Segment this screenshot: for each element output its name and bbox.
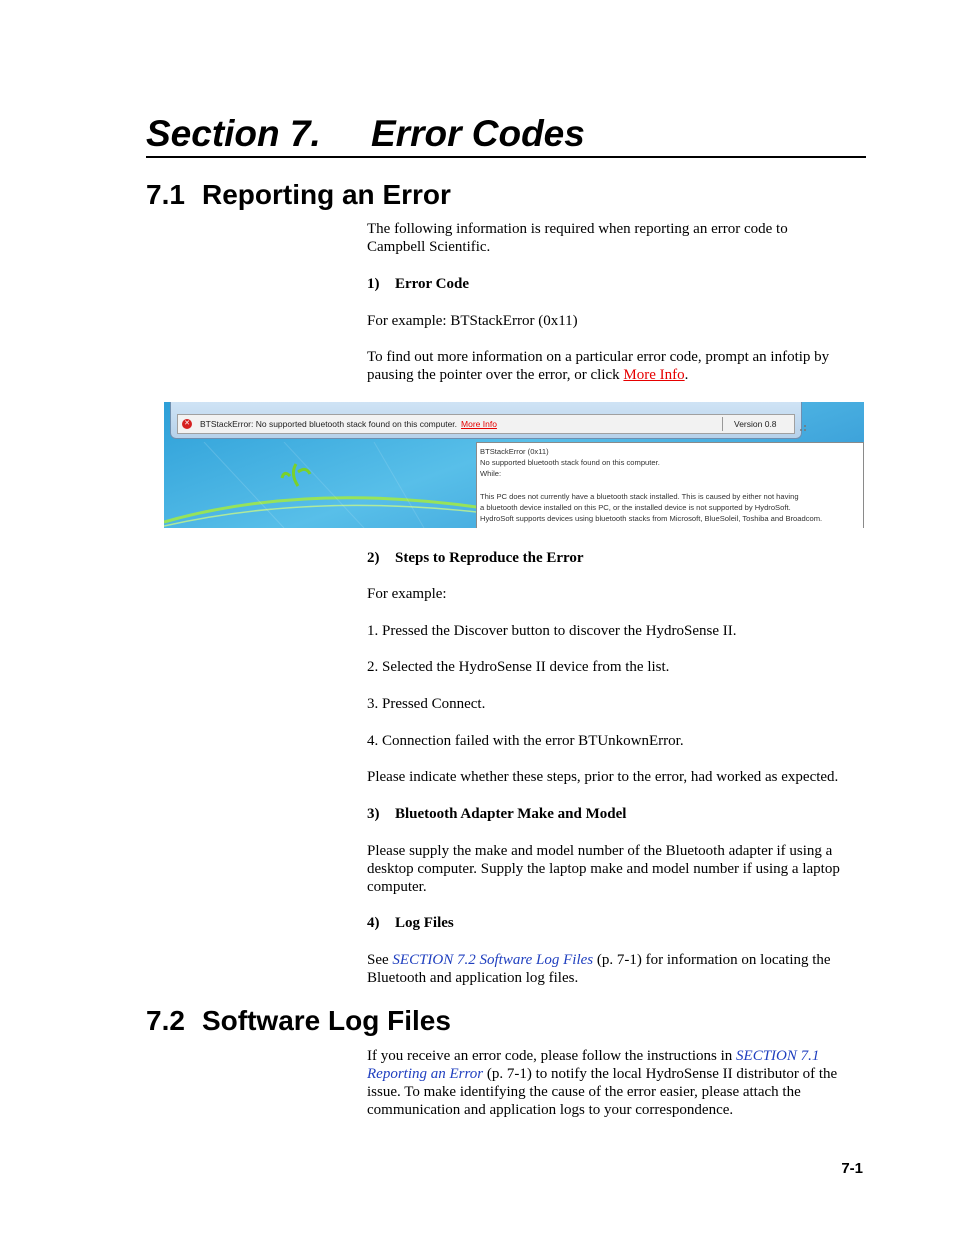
infotip-popup (476, 442, 864, 528)
step-item: 4. Connection failed with the error BTUnkownError. (367, 733, 684, 749)
section-7-2-link[interactable]: SECTION 7.2 Software Log Files (392, 952, 594, 968)
item-heading-2 (367, 549, 584, 567)
item-number: 3) (367, 806, 380, 822)
infotip-line: To find out more information on a particular error code, prompt an infotip by (367, 349, 830, 365)
status-separator (722, 417, 723, 431)
more-info-link[interactable]: More Info (623, 367, 685, 383)
indicate-paragraph: Please indicate whether these steps, prior to the error, had worked as expected. (367, 769, 839, 785)
heading-7-1 (146, 178, 451, 212)
supply-paragraph (367, 842, 867, 896)
infotip-text: . (684, 367, 689, 383)
item-heading-3 (367, 805, 626, 823)
intro-line: Campbell Scientific. (367, 239, 491, 255)
step-item: 1. Pressed the Discover button to discover the HydroSense II. (367, 623, 737, 639)
see-line (367, 951, 867, 969)
page-number: 7-1 (841, 1160, 863, 1177)
item-heading-1 (367, 275, 469, 293)
section-7-1-link-continued[interactable]: Reporting an Error (367, 1066, 484, 1082)
tip-line: While: (480, 469, 502, 479)
intro-paragraph (367, 220, 867, 256)
item-title: Error Code (395, 276, 470, 292)
status-bar (177, 414, 795, 434)
status-message: BTStackError: No supported bluetooth stack found on this computer. (200, 419, 458, 429)
resize-grip-icon[interactable] (799, 418, 807, 434)
example-label: For example: (367, 586, 447, 602)
supply-line: desktop computer. Supply the laptop make and model number if using a laptop (367, 861, 840, 877)
item-title: Steps to Reproduce the Error (395, 550, 584, 566)
tip-line: a bluetooth device installed on this PC, or the installed device is not supported by HydroSoft. (480, 502, 791, 512)
see-line: Bluetooth and application log files. (367, 970, 579, 986)
item-heading-4 (367, 914, 454, 932)
see-text: See (367, 952, 393, 968)
intro-line: The following information is required when reporting an error code to (367, 221, 788, 237)
item-title: Bluetooth Adapter Make and Model (395, 806, 627, 822)
see-paragraph (367, 951, 867, 987)
infotip-paragraph (367, 348, 867, 384)
error-icon: ✕ (182, 419, 192, 429)
tip-line: No supported bluetooth stack found on this computer. (480, 458, 660, 468)
status-text (200, 415, 497, 433)
tip-line: BTStackError (0x11) (480, 447, 549, 456)
item-number: 2) (367, 550, 380, 566)
infotip-line (367, 366, 867, 384)
heading-7-2 (146, 1004, 451, 1038)
section-rule (146, 156, 866, 158)
section-number: Section 7. (146, 113, 321, 154)
tip-spacer (477, 480, 863, 491)
section-heading (146, 112, 585, 156)
app-window-frame (170, 402, 802, 439)
log-line: communication and application logs to your correspondence. (367, 1102, 734, 1118)
tip-line: This PC does not currently have a bluetooth stack installed. This is caused by either not having (480, 491, 799, 501)
section-7-1-link[interactable]: SECTION 7.1 (736, 1048, 820, 1064)
log-text: If you receive an error code, please follow the instructions in (367, 1048, 737, 1064)
heading-text: Reporting an Error (202, 179, 451, 210)
item-number: 4) (367, 915, 380, 931)
item-number: 1) (367, 276, 380, 292)
log-line: issue. To make identifying the cause of the error easier, please attach the (367, 1084, 801, 1100)
heading-text: Software Log Files (202, 1005, 451, 1036)
status-more-info-link[interactable]: More Info (461, 419, 497, 429)
supply-line: computer. (367, 879, 427, 895)
item-title: Log Files (395, 915, 454, 931)
log-line (367, 1047, 867, 1065)
log-line (367, 1065, 867, 1083)
infotip-text: pausing the pointer over the error, or click (367, 367, 624, 383)
heading-number: 7.1 (146, 179, 185, 210)
version-label: Version 0.8 (734, 419, 777, 429)
see-text: (p. 7-1) for information on locating the (593, 952, 831, 968)
error-screenshot (164, 402, 864, 528)
plant-logo-icon (282, 464, 310, 486)
heading-number: 7.2 (146, 1005, 185, 1036)
log-files-paragraph (367, 1047, 867, 1119)
step-item: 2. Selected the HydroSense II device from the list. (367, 659, 670, 675)
log-text: (p. 7-1) to notify the local HydroSense II distributor of the (483, 1066, 838, 1082)
step-item: 3. Pressed Connect. (367, 696, 486, 712)
supply-line: Please supply the make and model number of the Bluetooth adapter if using a (367, 843, 833, 859)
section-title: Error Codes (371, 113, 585, 154)
example-error-code: For example: BTStackError (0x11) (367, 313, 578, 329)
tip-line: HydroSoft supports devices using bluetooth stacks from Microsoft, BlueSoleil, Toshiba and Broadcom. (480, 514, 823, 524)
